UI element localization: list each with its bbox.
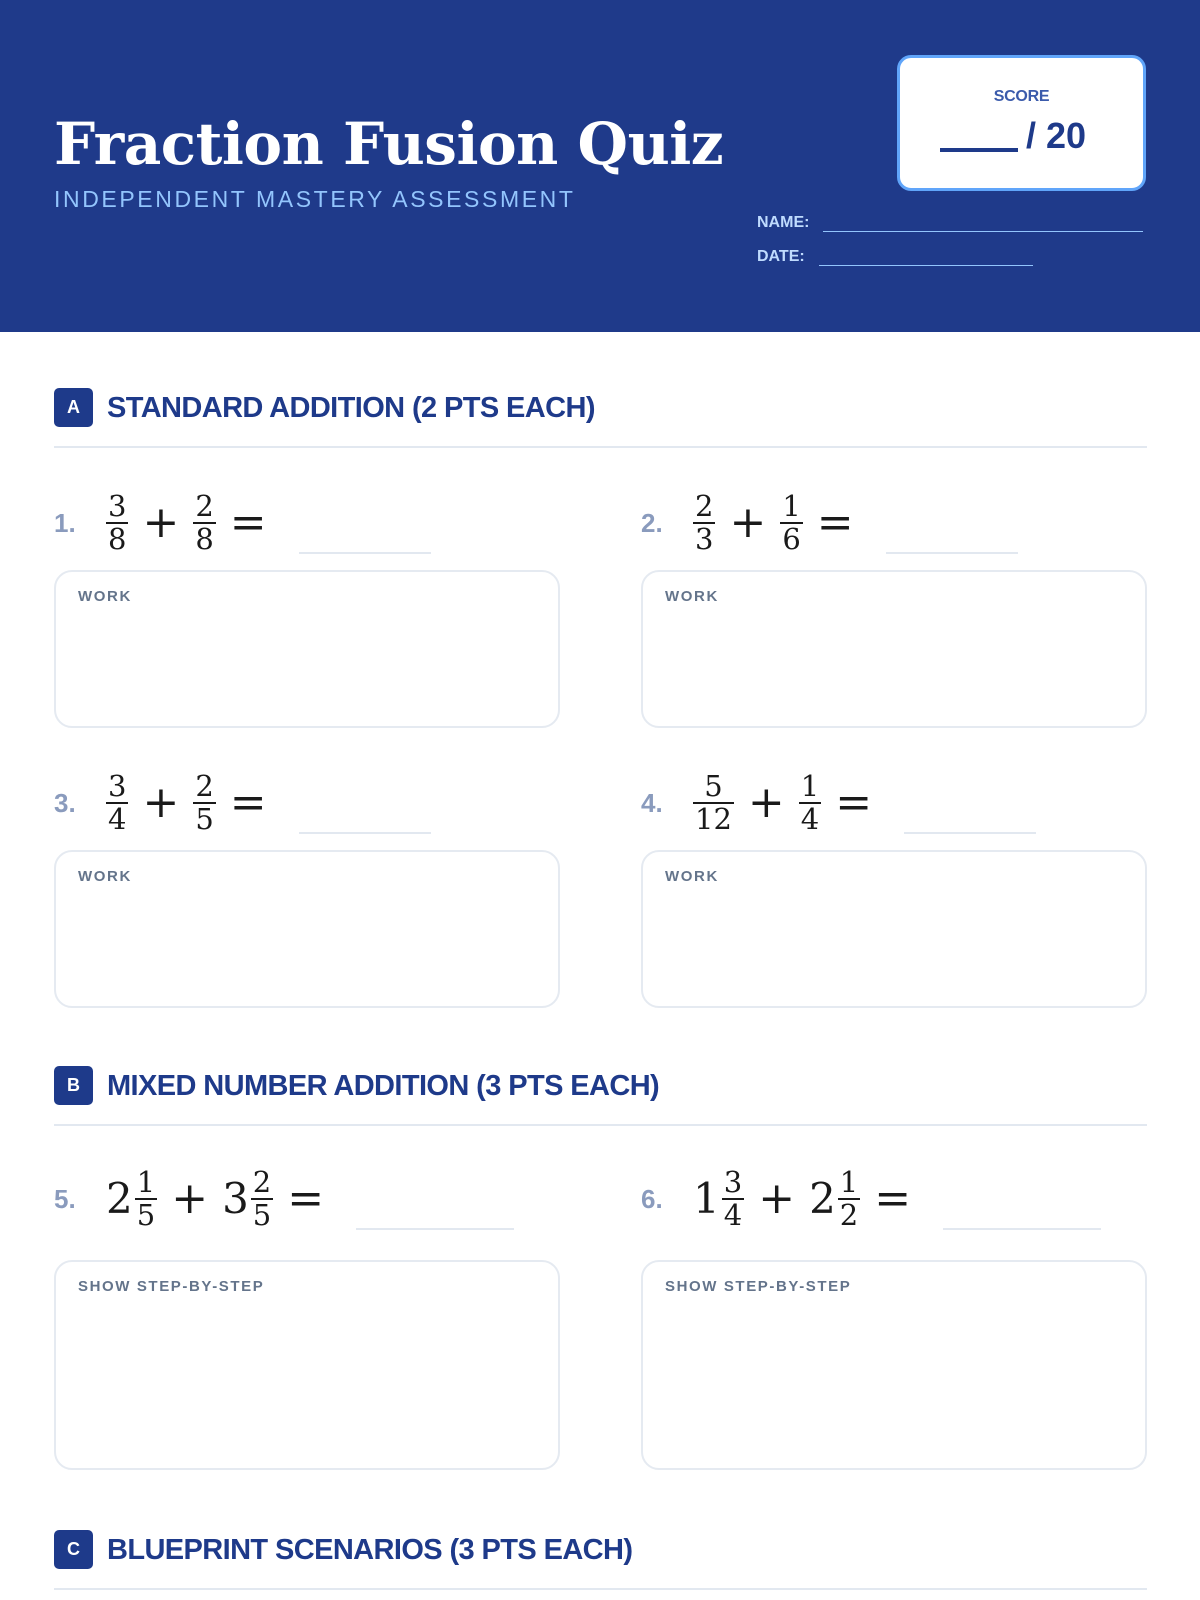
equals-sign: = [229,777,267,828]
work-label: SHOW STEP-BY-STEP [78,1278,265,1295]
problem-number: 3. [54,787,76,818]
problem-number: 1. [54,507,76,538]
work-box[interactable] [641,1260,1147,1470]
fraction: $\frac{2}{8}$ [195,489,214,556]
work-box[interactable] [54,1260,560,1470]
section-c-header [54,1530,1147,1590]
score-blank[interactable] [940,120,1018,152]
work-label: SHOW STEP-BY-STEP [665,1278,852,1295]
work-label: WORK [665,868,719,885]
equals-sign: = [816,497,854,548]
problem-number: 5. [54,1183,76,1214]
work-label: WORK [78,868,132,885]
plus-sign: + [142,777,180,828]
score-total: / 20 [1026,115,1087,156]
fraction: $\frac{1}{5}$ [136,1165,156,1232]
problem-number: 2. [641,507,663,538]
section-badge: C [54,1530,93,1569]
fraction: $\frac{1}{2}$ [839,1165,859,1232]
score-box [897,55,1146,191]
fraction: $\frac{3}{8}$ [108,489,127,556]
fraction: $\frac{2}{3}$ [695,489,714,556]
fraction: $\frac{2}{5}$ [195,769,214,836]
equals-sign: = [229,497,267,548]
fraction: $\frac{3}{4}$ [723,1165,743,1232]
section-a-header [54,388,1147,448]
name-label: NAME: [757,214,810,231]
work-box[interactable] [54,850,560,1008]
section-b-header [54,1066,1147,1126]
plus-sign: + [171,1173,209,1224]
problem-3 [54,768,431,838]
score-label: SCORE [993,88,1050,105]
whole-number: 2 [809,1174,836,1223]
work-box[interactable] [641,570,1147,728]
answer-blank[interactable] [299,804,431,834]
section-title: STANDARD ADDITION (2 PTS EACH) [107,392,595,424]
fraction: $\frac{2}{5}$ [252,1165,272,1232]
page-title: Fraction Fusion Quiz [54,110,724,178]
answer-blank[interactable] [356,1200,514,1230]
section-badge: A [54,388,93,427]
answer-blank[interactable] [943,1200,1101,1230]
name-field[interactable] [823,231,1143,232]
plus-sign: + [747,777,785,828]
name-row [757,214,1143,232]
plus-sign: + [758,1173,796,1224]
problem-2 [641,488,1018,558]
work-label: WORK [78,588,132,605]
fraction: $\frac{1}{6}$ [782,489,801,556]
date-field[interactable] [819,265,1033,266]
answer-blank[interactable] [299,524,431,554]
problem-1 [54,488,431,558]
whole-number: 3 [222,1174,249,1223]
section-badge: B [54,1066,93,1105]
whole-number: 2 [106,1174,133,1223]
equals-sign: = [835,777,873,828]
equals-sign: = [874,1173,912,1224]
problem-number: 6. [641,1183,663,1214]
date-label: DATE: [757,248,805,265]
fraction: $\frac{1}{4}$ [800,769,820,836]
work-label: WORK [665,588,719,605]
plus-sign: + [729,497,767,548]
section-title: MIXED NUMBER ADDITION (3 PTS EACH) [107,1070,660,1102]
problem-4 [641,768,1036,838]
date-row [757,248,1033,266]
section-title: BLUEPRINT SCENARIOS (3 PTS EACH) [107,1534,633,1566]
fraction: $\frac{3}{4}$ [108,769,127,836]
page-subtitle: INDEPENDENT MASTERY ASSESSMENT [54,186,576,212]
quiz-header [0,0,1200,332]
answer-blank[interactable] [904,804,1036,834]
work-box[interactable] [641,850,1147,1008]
problem-number: 4. [641,787,663,818]
problem-6 [641,1164,1101,1234]
problem-5 [54,1164,514,1234]
work-box[interactable] [54,570,560,728]
plus-sign: + [142,497,180,548]
answer-blank[interactable] [886,524,1018,554]
equals-sign: = [287,1173,325,1224]
whole-number: 1 [693,1174,720,1223]
fraction: $\frac{5}{12}$ [695,769,732,836]
